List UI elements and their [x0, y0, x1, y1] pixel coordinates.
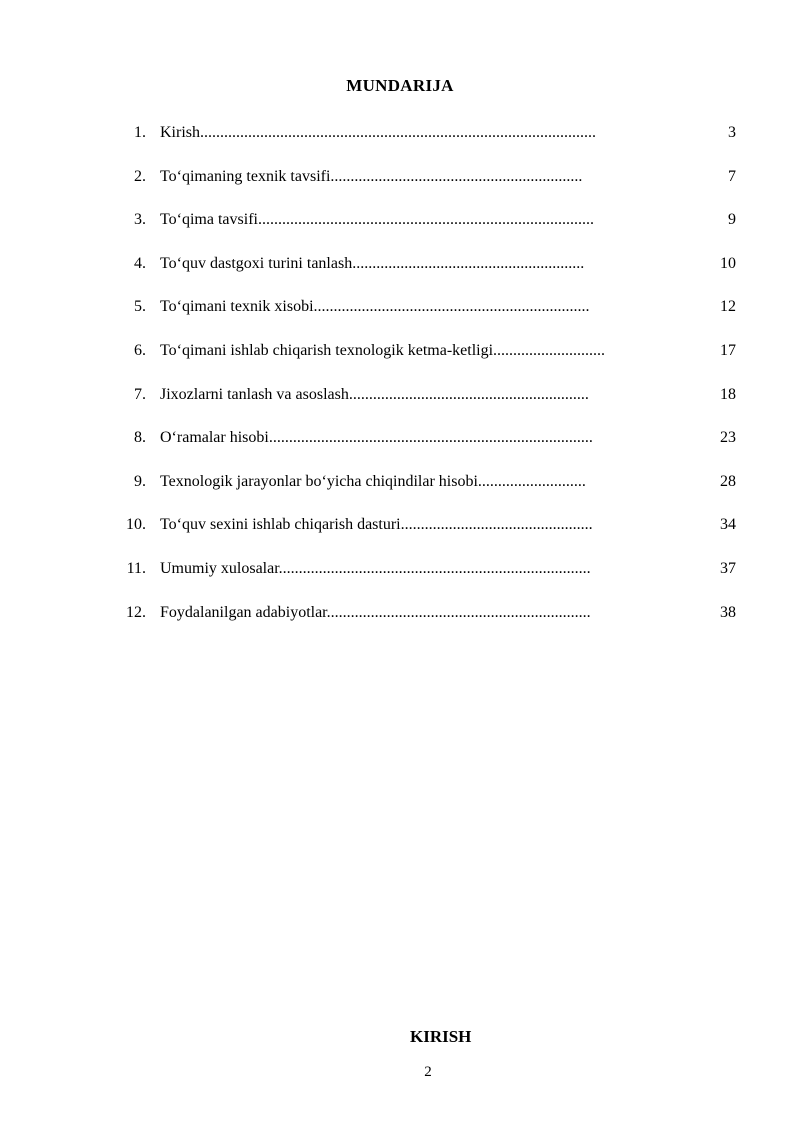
- toc-entry-page: 34: [720, 516, 736, 534]
- toc-entry-title: To‘qimani texnik xisobi.....................................................................: [160, 298, 590, 316]
- toc-entry[interactable]: [116, 198, 756, 242]
- toc-entry-title: To‘quv dastgoxi turini tanlash..........................................................: [160, 254, 585, 272]
- toc-entry-title: Jixozlarni tanlash va asoslash............................................................: [160, 385, 589, 403]
- toc-entry-page: 10: [720, 254, 736, 272]
- toc-entry-number: 6.: [134, 341, 146, 359]
- toc-entry-title: O‘ramalar hisobi.................................................................................: [160, 429, 593, 447]
- section-heading-kirish: KIRISH: [410, 1027, 472, 1046]
- toc-entry-number: 10.: [126, 516, 146, 534]
- toc-entry-number: 9.: [134, 472, 146, 490]
- toc-heading: MUNDARIJA: [346, 76, 454, 95]
- toc-entry-page: 23: [720, 429, 736, 447]
- toc-entry-title: To‘quv sexini ishlab chiqarish dasturi................................................: [160, 516, 593, 534]
- toc-entry-number: 4.: [134, 254, 146, 272]
- toc-entry[interactable]: [116, 155, 756, 199]
- toc-entry-page: 28: [720, 472, 736, 490]
- toc-entry-title: To‘qima tavsifi....................................................................................: [160, 211, 594, 229]
- toc-entry-number: 2.: [134, 167, 146, 185]
- toc-entry-page: 38: [720, 603, 736, 621]
- toc-entry-number: 1.: [134, 124, 146, 141]
- toc-entry-page: 3: [728, 124, 736, 141]
- toc-list: [116, 111, 756, 634]
- toc-entry-page: 12: [720, 298, 736, 316]
- toc-entry-number: 11.: [126, 559, 146, 577]
- toc-entry-page: 7: [728, 167, 736, 185]
- toc-entry[interactable]: [116, 416, 756, 460]
- toc-entry-title: Foydalanilgan adabiyotlar..................................................................: [160, 603, 591, 621]
- toc-entry-number: 5.: [134, 298, 146, 316]
- toc-entry-title: To‘qimaning texnik tavsifi...............................................................: [160, 167, 583, 185]
- toc-entry-number: 3.: [134, 211, 146, 229]
- toc-entry[interactable]: [116, 373, 756, 417]
- toc-entry-title: Kirish...................................................................................................: [160, 124, 596, 141]
- page-number: 2: [424, 1064, 432, 1080]
- toc-entry[interactable]: [116, 503, 756, 547]
- toc-entry[interactable]: [116, 242, 756, 286]
- toc-entry-title: To‘qimani ishlab chiqarish texnologik ketma-ketligi............................: [160, 341, 606, 359]
- toc-entry[interactable]: [116, 111, 756, 155]
- toc-entry-number: 12.: [126, 603, 146, 621]
- toc-entry[interactable]: [116, 547, 756, 591]
- toc-entry[interactable]: [116, 329, 756, 373]
- toc-entry-page: 9: [728, 211, 736, 229]
- toc-entry[interactable]: [116, 460, 756, 504]
- toc-entry-title: Umumiy xulosalar..............................................................................: [160, 559, 591, 577]
- toc-entry-number: 7.: [134, 385, 146, 403]
- toc-entry[interactable]: [116, 285, 756, 329]
- toc-entry-page: 37: [720, 559, 736, 577]
- toc-entry-title: Texnologik jarayonlar bo‘yicha chiqindilar hisobi...........................: [160, 472, 586, 490]
- toc-entry-page: 18: [720, 385, 736, 403]
- toc-entry-page: 17: [720, 341, 736, 359]
- toc-entry-number: 8.: [134, 429, 146, 447]
- toc-entry[interactable]: [116, 591, 756, 635]
